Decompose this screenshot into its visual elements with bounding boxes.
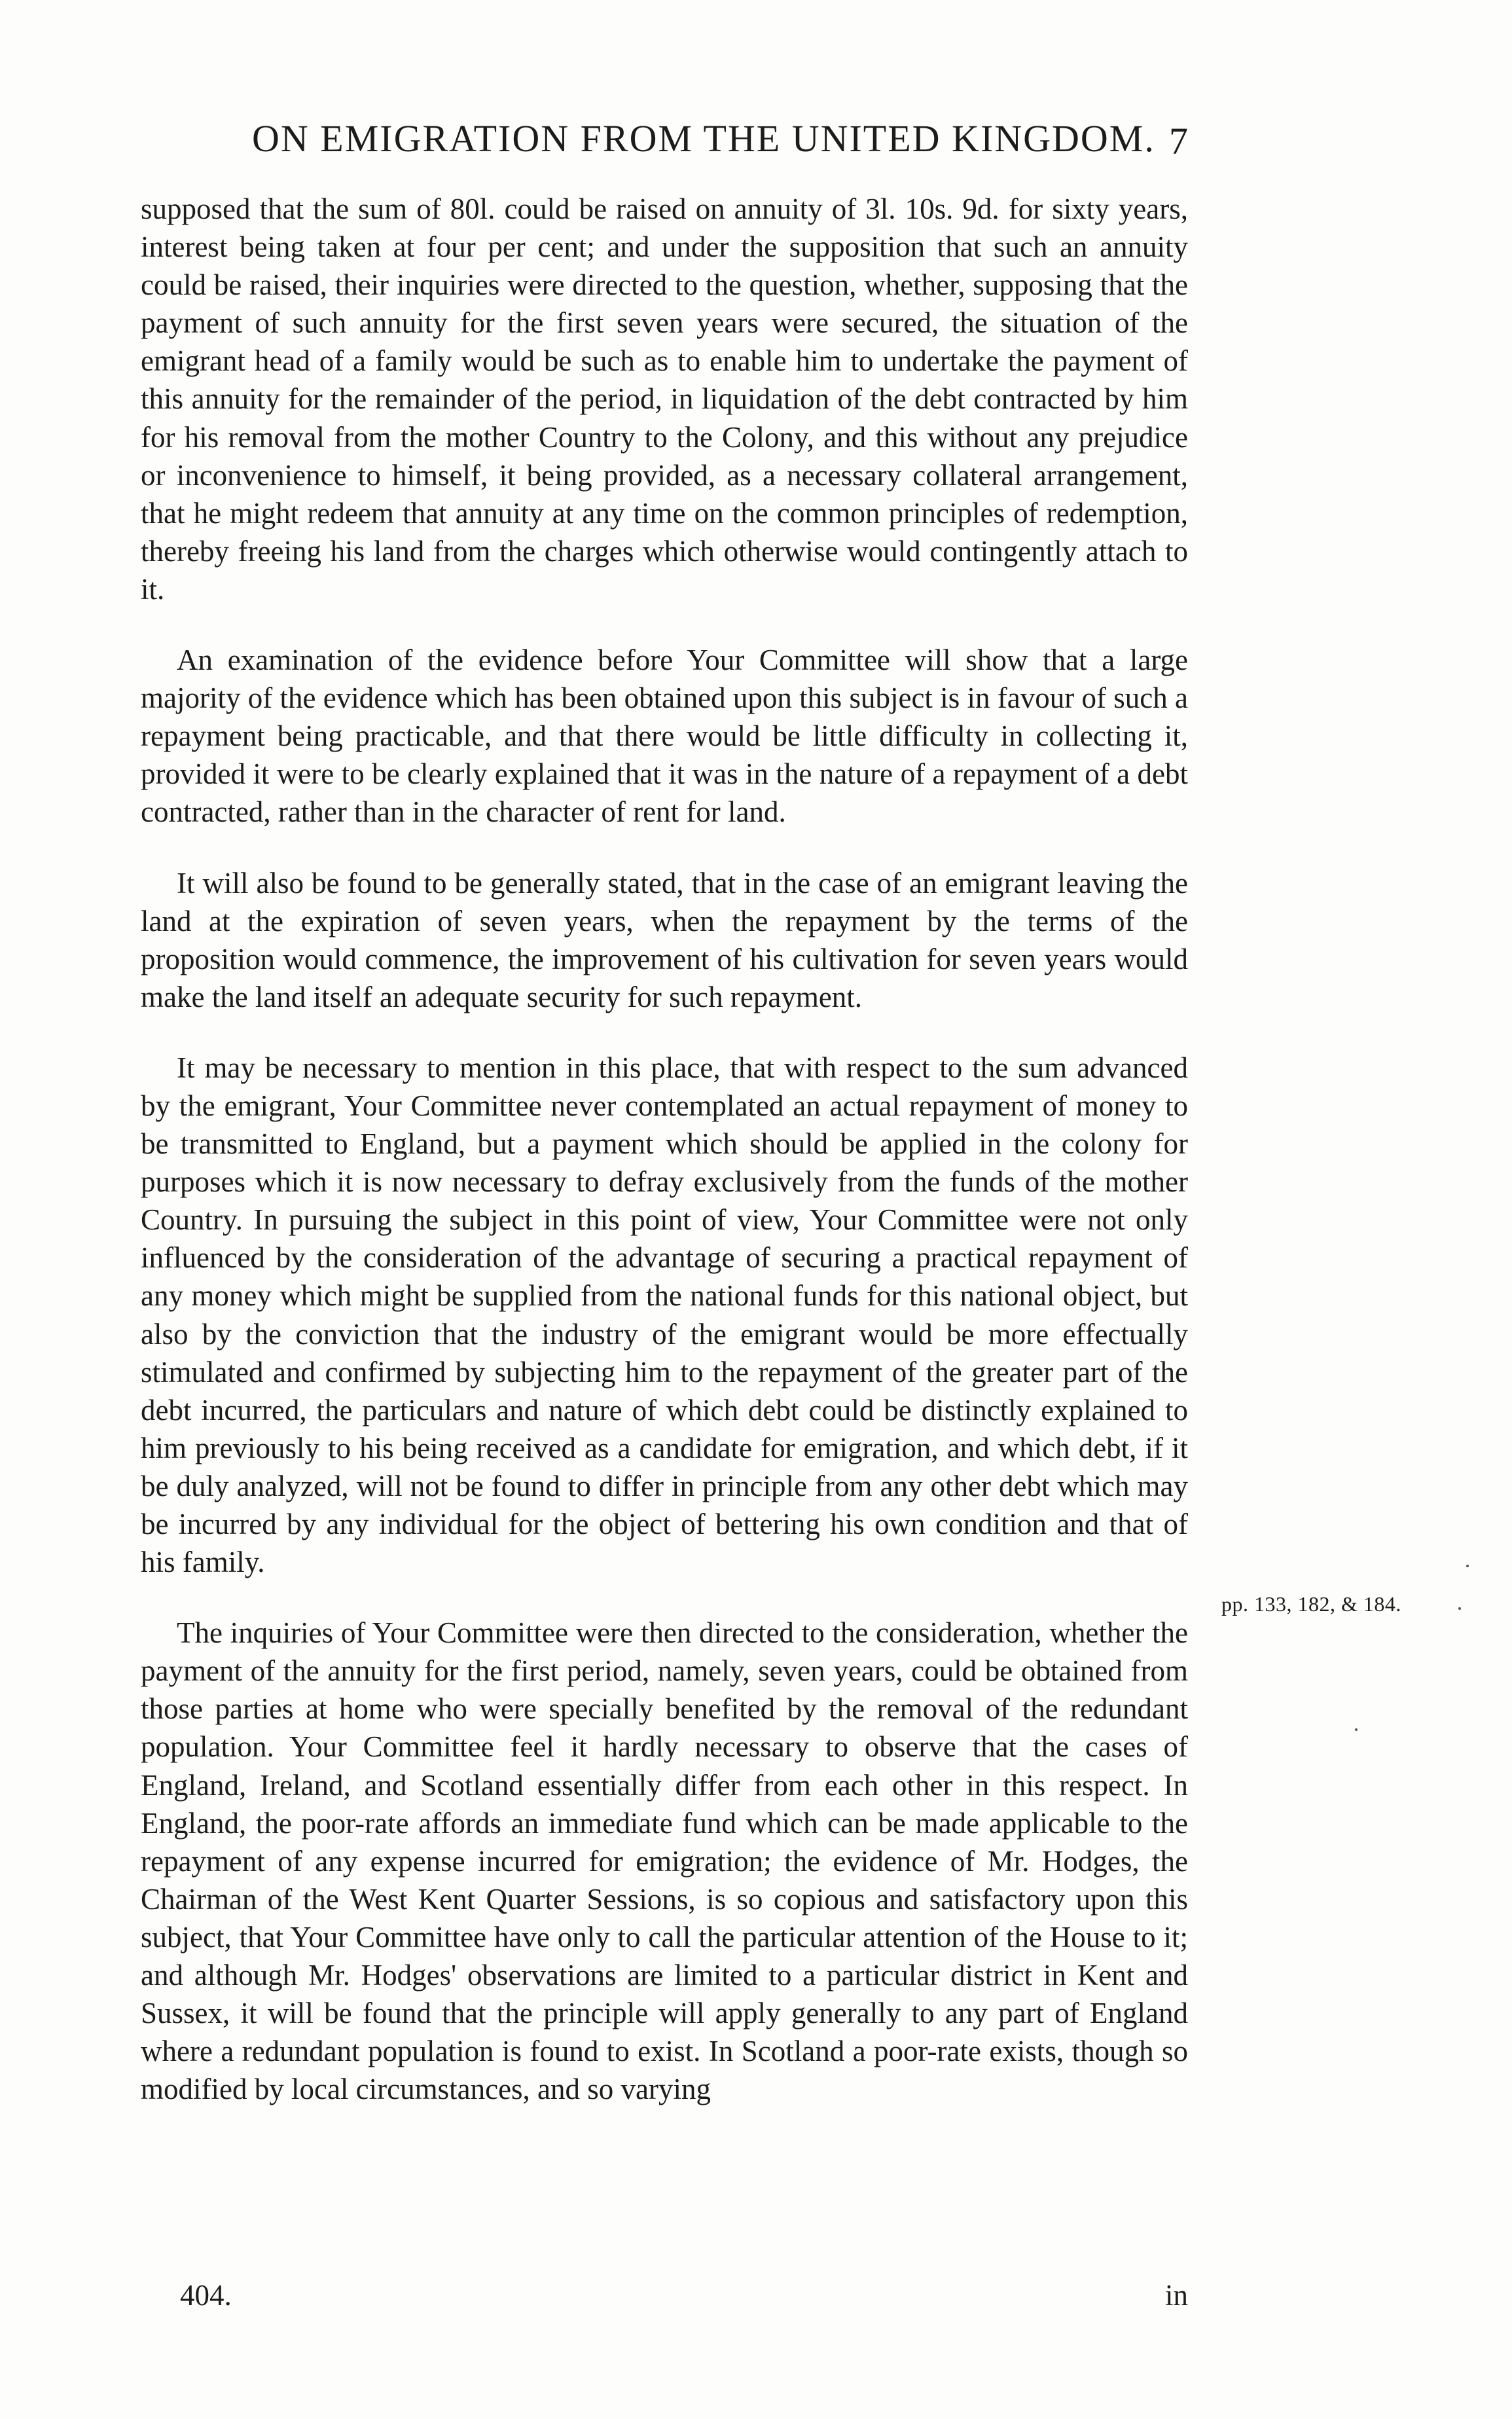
paper-speck: [1466, 1565, 1469, 1567]
body-text: [141, 190, 1188, 2141]
margin-reference-note: pp. 133, 182, & 184.: [1221, 1592, 1401, 1616]
page-number: 7: [1169, 120, 1188, 162]
paper-speck: [1355, 1728, 1358, 1731]
paragraph-5: The inquiries of Your Committee were then directed to the consideration, whether the payment of the annuity for the first period, namely, seven years, could be obtained from those parties at home who were specially benefited by the removal of the redundant population. Your Committee feel it hardly necessary to observe that the cases of England, Ireland, and Scotland essentially differ from each other in this respect. In England, the poor-rate affords an immediate fund which can be made applicable to the repayment of any expense incurred for emigration; the evidence of Mr. Hodges, the Chairman of the West Kent Quarter Sessions, is so copious and satisfactory upon this subject, that Your Committee have only to call the particular attention of the House to it; and although Mr. Hodges' observations are limited to a particular district in Kent and Sussex, it will be found that the principle will apply generally to any part of England where a redundant population is found to exist. In Scotland a poor-rate exists, though so modified by local circumstances, and so varying: [141, 1616, 1188, 2106]
running-title: ON EMIGRATION FROM THE UNITED KINGDOM.: [252, 117, 1155, 160]
page-footer: [141, 2278, 1188, 2324]
catchword: in: [1164, 2279, 1188, 2312]
paper-speck: [1458, 1607, 1461, 1610]
paragraph-2: An examination of the evidence before Your Committee will show that a large majority of the evidence which has been obtained upon this subject is in favour of such a repayment being practicable, and that there would be little difficulty in collecting it, provided it were to be clearly explained that it was in the nature of a repayment of a debt contracted, rather than in the character of rent for land.: [141, 644, 1188, 829]
paragraph-4: It may be necessary to mention in this place, that with respect to the sum advanced by the emigrant, Your Committee never contemplated an actual repayment of money to be transmitted to England, but a payment which should be applied in the colony for purposes which it is now necessary to defray exclusively from the funds of the mother Country. In pursuing the subject in this point of view, Your Committee were not only influenced by the consideration of the advantage of securing a practical repayment of any money which might be supplied from the national funds for this national object, but also by the conviction that the industry of the emigrant would be more effectually stimulated and confirmed by subjecting him to the repayment of the greater part of the debt incurred, the particulars and nature of which debt could be distinctly explained to him previously to his being received as a candidate for emigration, and which debt, if it be duly analyzed, will not be found to differ in principle from any other debt which may be incurred by any individual for the object of bettering his own condition and that of his family.: [141, 1051, 1188, 1579]
page-header: [141, 117, 1188, 175]
signature-mark: 404.: [180, 2279, 232, 2312]
paragraph-3: It will also be found to be generally stated, that in the case of an emigrant leaving the land at the expiration of seven years, when the repayment by the terms of the proposition would commence, the improvement of his cultivation for seven years would make the land itself an adequate security for such repayment.: [141, 866, 1188, 1013]
paragraph-1: supposed that the sum of 80l. could be raised on annuity of 3l. 10s. 9d. for sixty years, interest being taken at four per cent; and under the supposition that such an annuity could be raised, their inquiries were directed to the question, whether, supposing that the payment of such annuity for the first seven years were secured, the situation of the emigrant head of a family would be such as to enable him to undertake the payment of this annuity for the remainder of the period, in liquidation of the debt contracted by him for his removal from the mother Country to the Colony, and this without any prejudice or inconvenience to himself, it being provided, as a necessary collateral arrangement, that he might redeem that annuity at any time on the common principles of redemption, thereby freeing his land from the charges which otherwise would contingently attach to it.: [141, 192, 1188, 606]
